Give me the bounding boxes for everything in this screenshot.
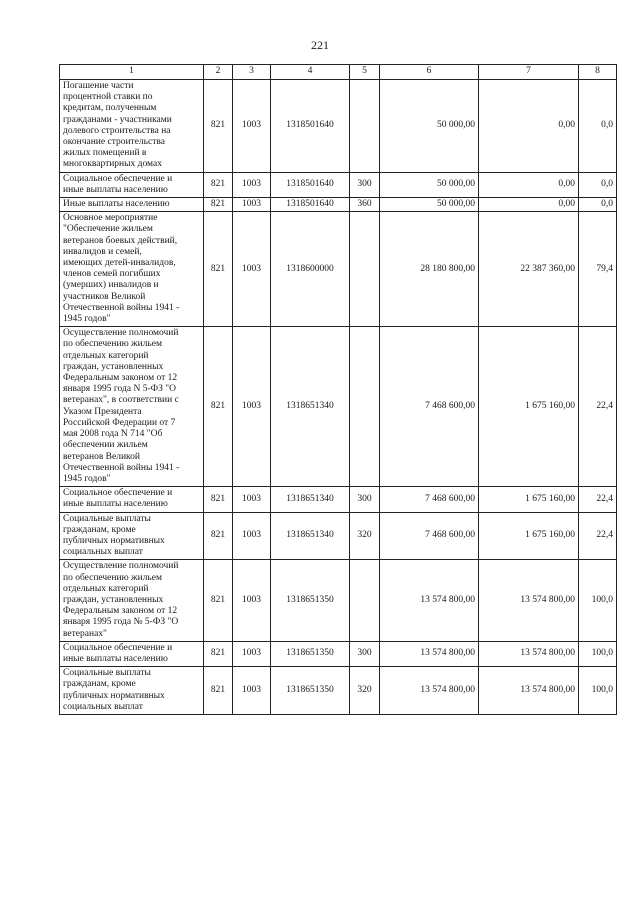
ministry-code-cell: 821 [204, 487, 233, 512]
table-row [60, 667, 617, 715]
section-code-cell: 1003 [233, 487, 271, 512]
expense-type-cell: 320 [350, 667, 380, 715]
section-code-cell: 1003 [233, 667, 271, 715]
row-name-cell: Иные выплаты населению [60, 198, 204, 212]
execution-percent-cell: 22,4 [579, 327, 617, 487]
column-header: 8 [579, 65, 617, 80]
planned-amount-cell: 13 574 800,00 [380, 641, 479, 666]
table-row [60, 512, 617, 560]
section-code-cell: 1003 [233, 212, 271, 327]
executed-amount-cell: 22 387 360,00 [479, 212, 579, 327]
execution-percent-cell: 22,4 [579, 512, 617, 560]
expense-type-cell: 300 [350, 172, 380, 197]
section-code-cell: 1003 [233, 80, 271, 173]
target-article-cell: 1318651340 [271, 487, 350, 512]
executed-amount-cell: 0,00 [479, 198, 579, 212]
row-name-cell: Социальное обеспечение и иные выплаты населению [60, 172, 204, 197]
planned-amount-cell: 13 574 800,00 [380, 667, 479, 715]
table-row [60, 172, 617, 197]
executed-amount-cell: 1 675 160,00 [479, 487, 579, 512]
expense-type-cell [350, 560, 380, 641]
section-code-cell: 1003 [233, 198, 271, 212]
row-name-cell: Социальное обеспечение и иные выплаты населению [60, 641, 204, 666]
ministry-code-cell: 821 [204, 80, 233, 173]
ministry-code-cell: 821 [204, 198, 233, 212]
budget-table [59, 64, 617, 715]
row-name-cell: Социальное обеспечение и иные выплаты населению [60, 487, 204, 512]
executed-amount-cell: 0,00 [479, 172, 579, 197]
ministry-code-cell: 821 [204, 212, 233, 327]
expense-type-cell [350, 80, 380, 173]
table-body [60, 80, 617, 715]
planned-amount-cell: 50 000,00 [380, 172, 479, 197]
table-row [60, 198, 617, 212]
expense-type-cell [350, 327, 380, 487]
planned-amount-cell: 7 468 600,00 [380, 327, 479, 487]
planned-amount-cell: 50 000,00 [380, 80, 479, 173]
section-code-cell: 1003 [233, 560, 271, 641]
column-header: 3 [233, 65, 271, 80]
section-code-cell: 1003 [233, 641, 271, 666]
execution-percent-cell: 100,0 [579, 641, 617, 666]
row-name-cell: Социальные выплаты гражданам, кроме публичных нормативных социальных выплат [60, 512, 204, 560]
target-article-cell: 1318651340 [271, 327, 350, 487]
target-article-cell: 1318651350 [271, 560, 350, 641]
expense-type-cell: 300 [350, 641, 380, 666]
target-article-cell: 1318651350 [271, 641, 350, 666]
execution-percent-cell: 0,0 [579, 172, 617, 197]
target-article-cell: 1318651340 [271, 512, 350, 560]
column-header: 4 [271, 65, 350, 80]
column-header: 6 [380, 65, 479, 80]
table-row [60, 80, 617, 173]
expense-type-cell [350, 212, 380, 327]
table-header-row [60, 65, 617, 80]
expense-type-cell: 320 [350, 512, 380, 560]
target-article-cell: 1318501640 [271, 198, 350, 212]
section-code-cell: 1003 [233, 327, 271, 487]
column-header: 1 [60, 65, 204, 80]
executed-amount-cell: 13 574 800,00 [479, 560, 579, 641]
table-row [60, 560, 617, 641]
row-name-cell: Осуществление полномочий по обеспечению жильем отдельных категорий граждан, установленных Федеральным законом от 12 января 1995 года N 5-ФЗ "О ветеранах", в соответствии с Указом Президента Российской Федерации от 7 мая 2008 года N 714 "Об обеспечении жильем ветеранов Великой Отечественной войны 1941 - 1945 годов" [60, 327, 204, 487]
table-row [60, 212, 617, 327]
target-article-cell: 1318501640 [271, 80, 350, 173]
table-row [60, 487, 617, 512]
row-name-cell: Осуществление полномочий по обеспечению жильем отдельных категорий граждан, установленных Федеральным законом от 12 января 1995 года № 5-ФЗ "О ветеранах" [60, 560, 204, 641]
execution-percent-cell: 0,0 [579, 198, 617, 212]
planned-amount-cell: 28 180 800,00 [380, 212, 479, 327]
ministry-code-cell: 821 [204, 560, 233, 641]
column-header: 5 [350, 65, 380, 80]
executed-amount-cell: 13 574 800,00 [479, 641, 579, 666]
row-name-cell: Погашение части процентной ставки по кредитам, полученным гражданами - участниками долевого строительства на окончание строительства жилых помещений в многоквартирных домах [60, 80, 204, 173]
planned-amount-cell: 7 468 600,00 [380, 487, 479, 512]
section-code-cell: 1003 [233, 512, 271, 560]
execution-percent-cell: 0,0 [579, 80, 617, 173]
row-name-cell: Основное мероприятие "Обеспечение жильем ветеранов боевых действий, инвалидов и семей, имеющих детей-инвалидов, членов семей погибших (умерших) инвалидов и участников Великой Отечественной войны 1941 - 1945 годов" [60, 212, 204, 327]
executed-amount-cell: 0,00 [479, 80, 579, 173]
column-header: 2 [204, 65, 233, 80]
ministry-code-cell: 821 [204, 327, 233, 487]
ministry-code-cell: 821 [204, 512, 233, 560]
ministry-code-cell: 821 [204, 667, 233, 715]
executed-amount-cell: 1 675 160,00 [479, 512, 579, 560]
execution-percent-cell: 22,4 [579, 487, 617, 512]
executed-amount-cell: 1 675 160,00 [479, 327, 579, 487]
target-article-cell: 1318501640 [271, 172, 350, 197]
execution-percent-cell: 79,4 [579, 212, 617, 327]
column-header: 7 [479, 65, 579, 80]
section-code-cell: 1003 [233, 172, 271, 197]
expense-type-cell: 360 [350, 198, 380, 212]
expense-type-cell: 300 [350, 487, 380, 512]
planned-amount-cell: 13 574 800,00 [380, 560, 479, 641]
target-article-cell: 1318651350 [271, 667, 350, 715]
ministry-code-cell: 821 [204, 172, 233, 197]
planned-amount-cell: 50 000,00 [380, 198, 479, 212]
row-name-cell: Социальные выплаты гражданам, кроме публичных нормативных социальных выплат [60, 667, 204, 715]
planned-amount-cell: 7 468 600,00 [380, 512, 479, 560]
page-number: 221 [311, 38, 329, 52]
execution-percent-cell: 100,0 [579, 667, 617, 715]
ministry-code-cell: 821 [204, 641, 233, 666]
executed-amount-cell: 13 574 800,00 [479, 667, 579, 715]
execution-percent-cell: 100,0 [579, 560, 617, 641]
table-row [60, 641, 617, 666]
target-article-cell: 1318600000 [271, 212, 350, 327]
table-row [60, 327, 617, 487]
